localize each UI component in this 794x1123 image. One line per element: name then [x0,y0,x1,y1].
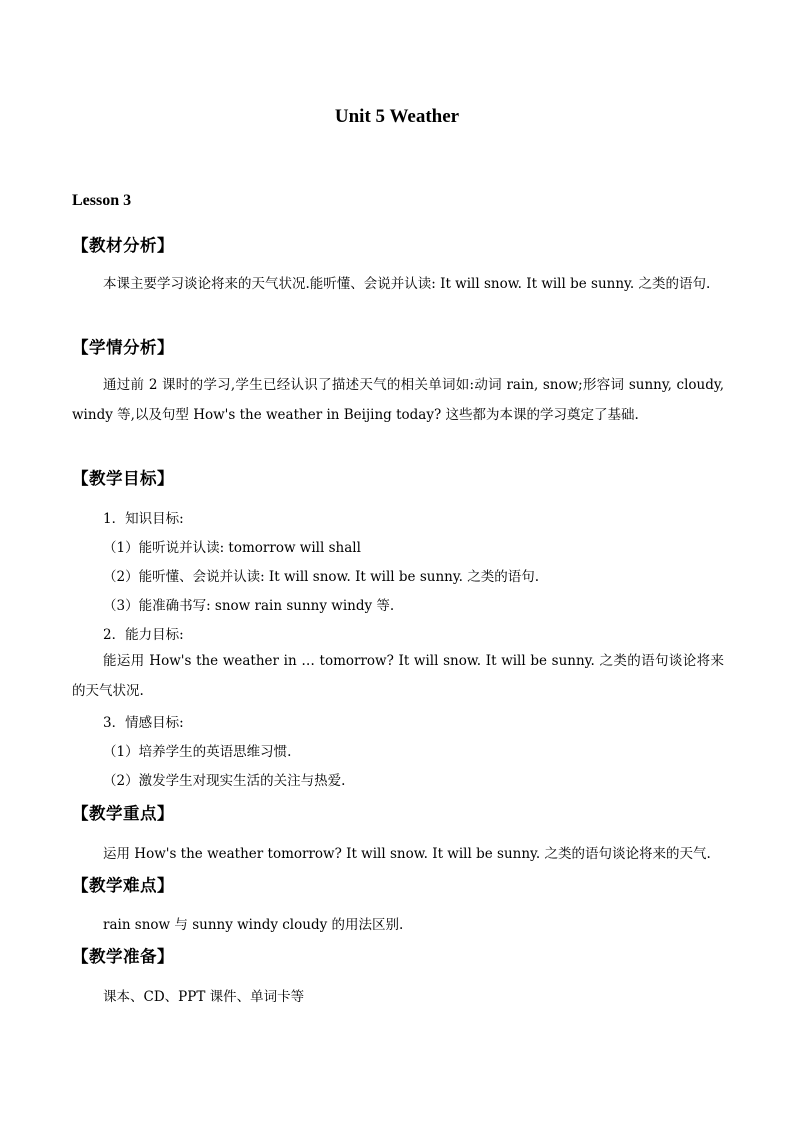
heading-learner-analysis: 【学情分析】 [72,338,174,357]
key-points-text: 运用 How's the weather tomorrow? It will snow. It will be sunny. 之类的语句谈论将来的天气. [103,846,711,862]
emotion-goal-item: （1）培养学生的英语思维习惯. [103,744,292,760]
ability-goal-text: 能运用 How's the weather in … tomorrow? It will snow. It will be sunny. 之类的语句谈论将来的天气状况. [72,653,724,699]
knowledge-goal-title: 1．知识目标: [103,511,184,527]
knowledge-goal-item: （2）能听懂、会说并认读: It will snow. It will be sunny. 之类的语句. [103,569,540,585]
heading-key-points: 【教学重点】 [72,804,174,823]
emotion-goal-title: 3．情感目标: [103,715,184,731]
heading-preparation: 【教学准备】 [72,947,174,966]
knowledge-goal-item: （3）能准确书写: snow rain sunny windy 等. [103,598,395,614]
knowledge-goal-item: （1）能听说并认读: tomorrow will shall [103,540,361,556]
material-analysis-text: 本课主要学习谈论将来的天气状况.能听懂、会说并认读: It will snow. It will be sunny. 之类的语句. [103,276,711,292]
emotion-goal-item: （2）激发学生对现实生活的关注与热爱. [103,773,346,789]
document-title: Unit 5 Weather [334,106,460,127]
heading-teaching-goals: 【教学目标】 [72,469,174,488]
lesson-label: Lesson 3 [72,192,132,209]
learner-analysis-text: 通过前 2 课时的学习,学生已经认识了描述天气的相关单词如:动词 rain, snow;形容词 sunny, cloudy, windy 等,以及句型 How's the weather in Beijing today? 这些都为本课的学习奠定了基础. [72,377,724,423]
ability-goal-title: 2．能力目标: [103,627,184,643]
heading-difficulties: 【教学难点】 [72,876,174,895]
heading-material-analysis: 【教材分析】 [72,236,174,255]
preparation-text: 课本、CD、PPT 课件、单词卡等 [103,989,305,1005]
difficulties-text: rain snow 与 sunny windy cloudy 的用法区别. [103,917,404,933]
